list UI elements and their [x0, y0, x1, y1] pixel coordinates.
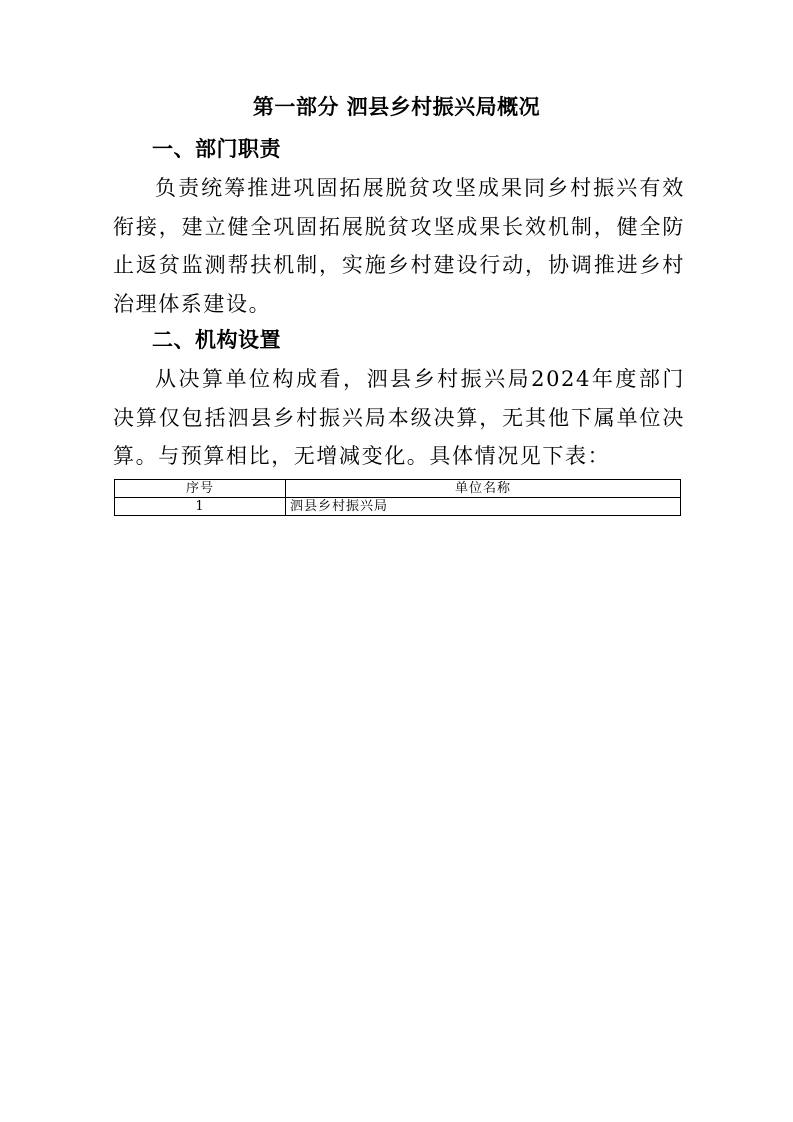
table-row [115, 498, 681, 516]
section-heading-structure: 二、机构设置 [152, 328, 281, 352]
section-body-structure: 从决算单位构成看，泗县乡村振兴局2024年度部门决算仅包括泗县乡村振兴局本级决算，无其他下属单位决算。与预算相比，无增减变化。具体情况见下表： [113, 367, 685, 468]
table-cell-index: 1 [115, 498, 286, 516]
section-heading-duties: 一、部门职责 [152, 137, 281, 161]
column-header-index: 序号 [115, 480, 286, 498]
table-cell-unit-name: 泗县乡村振兴局 [286, 498, 681, 516]
document-title: 第一部分 泗县乡村振兴局概况 [252, 95, 541, 119]
table-header-row [115, 480, 681, 498]
unit-table [114, 479, 681, 516]
section-body-duties: 负责统筹推进巩固拓展脱贫攻坚成果同乡村振兴有效衔接，建立健全巩固拓展脱贫攻坚成果长效机制，健全防止返贫监测帮扶机制，实施乡村建设行动，协调推进乡村治理体系建设。 [113, 176, 685, 316]
column-header-unit-name: 单位名称 [286, 480, 681, 498]
